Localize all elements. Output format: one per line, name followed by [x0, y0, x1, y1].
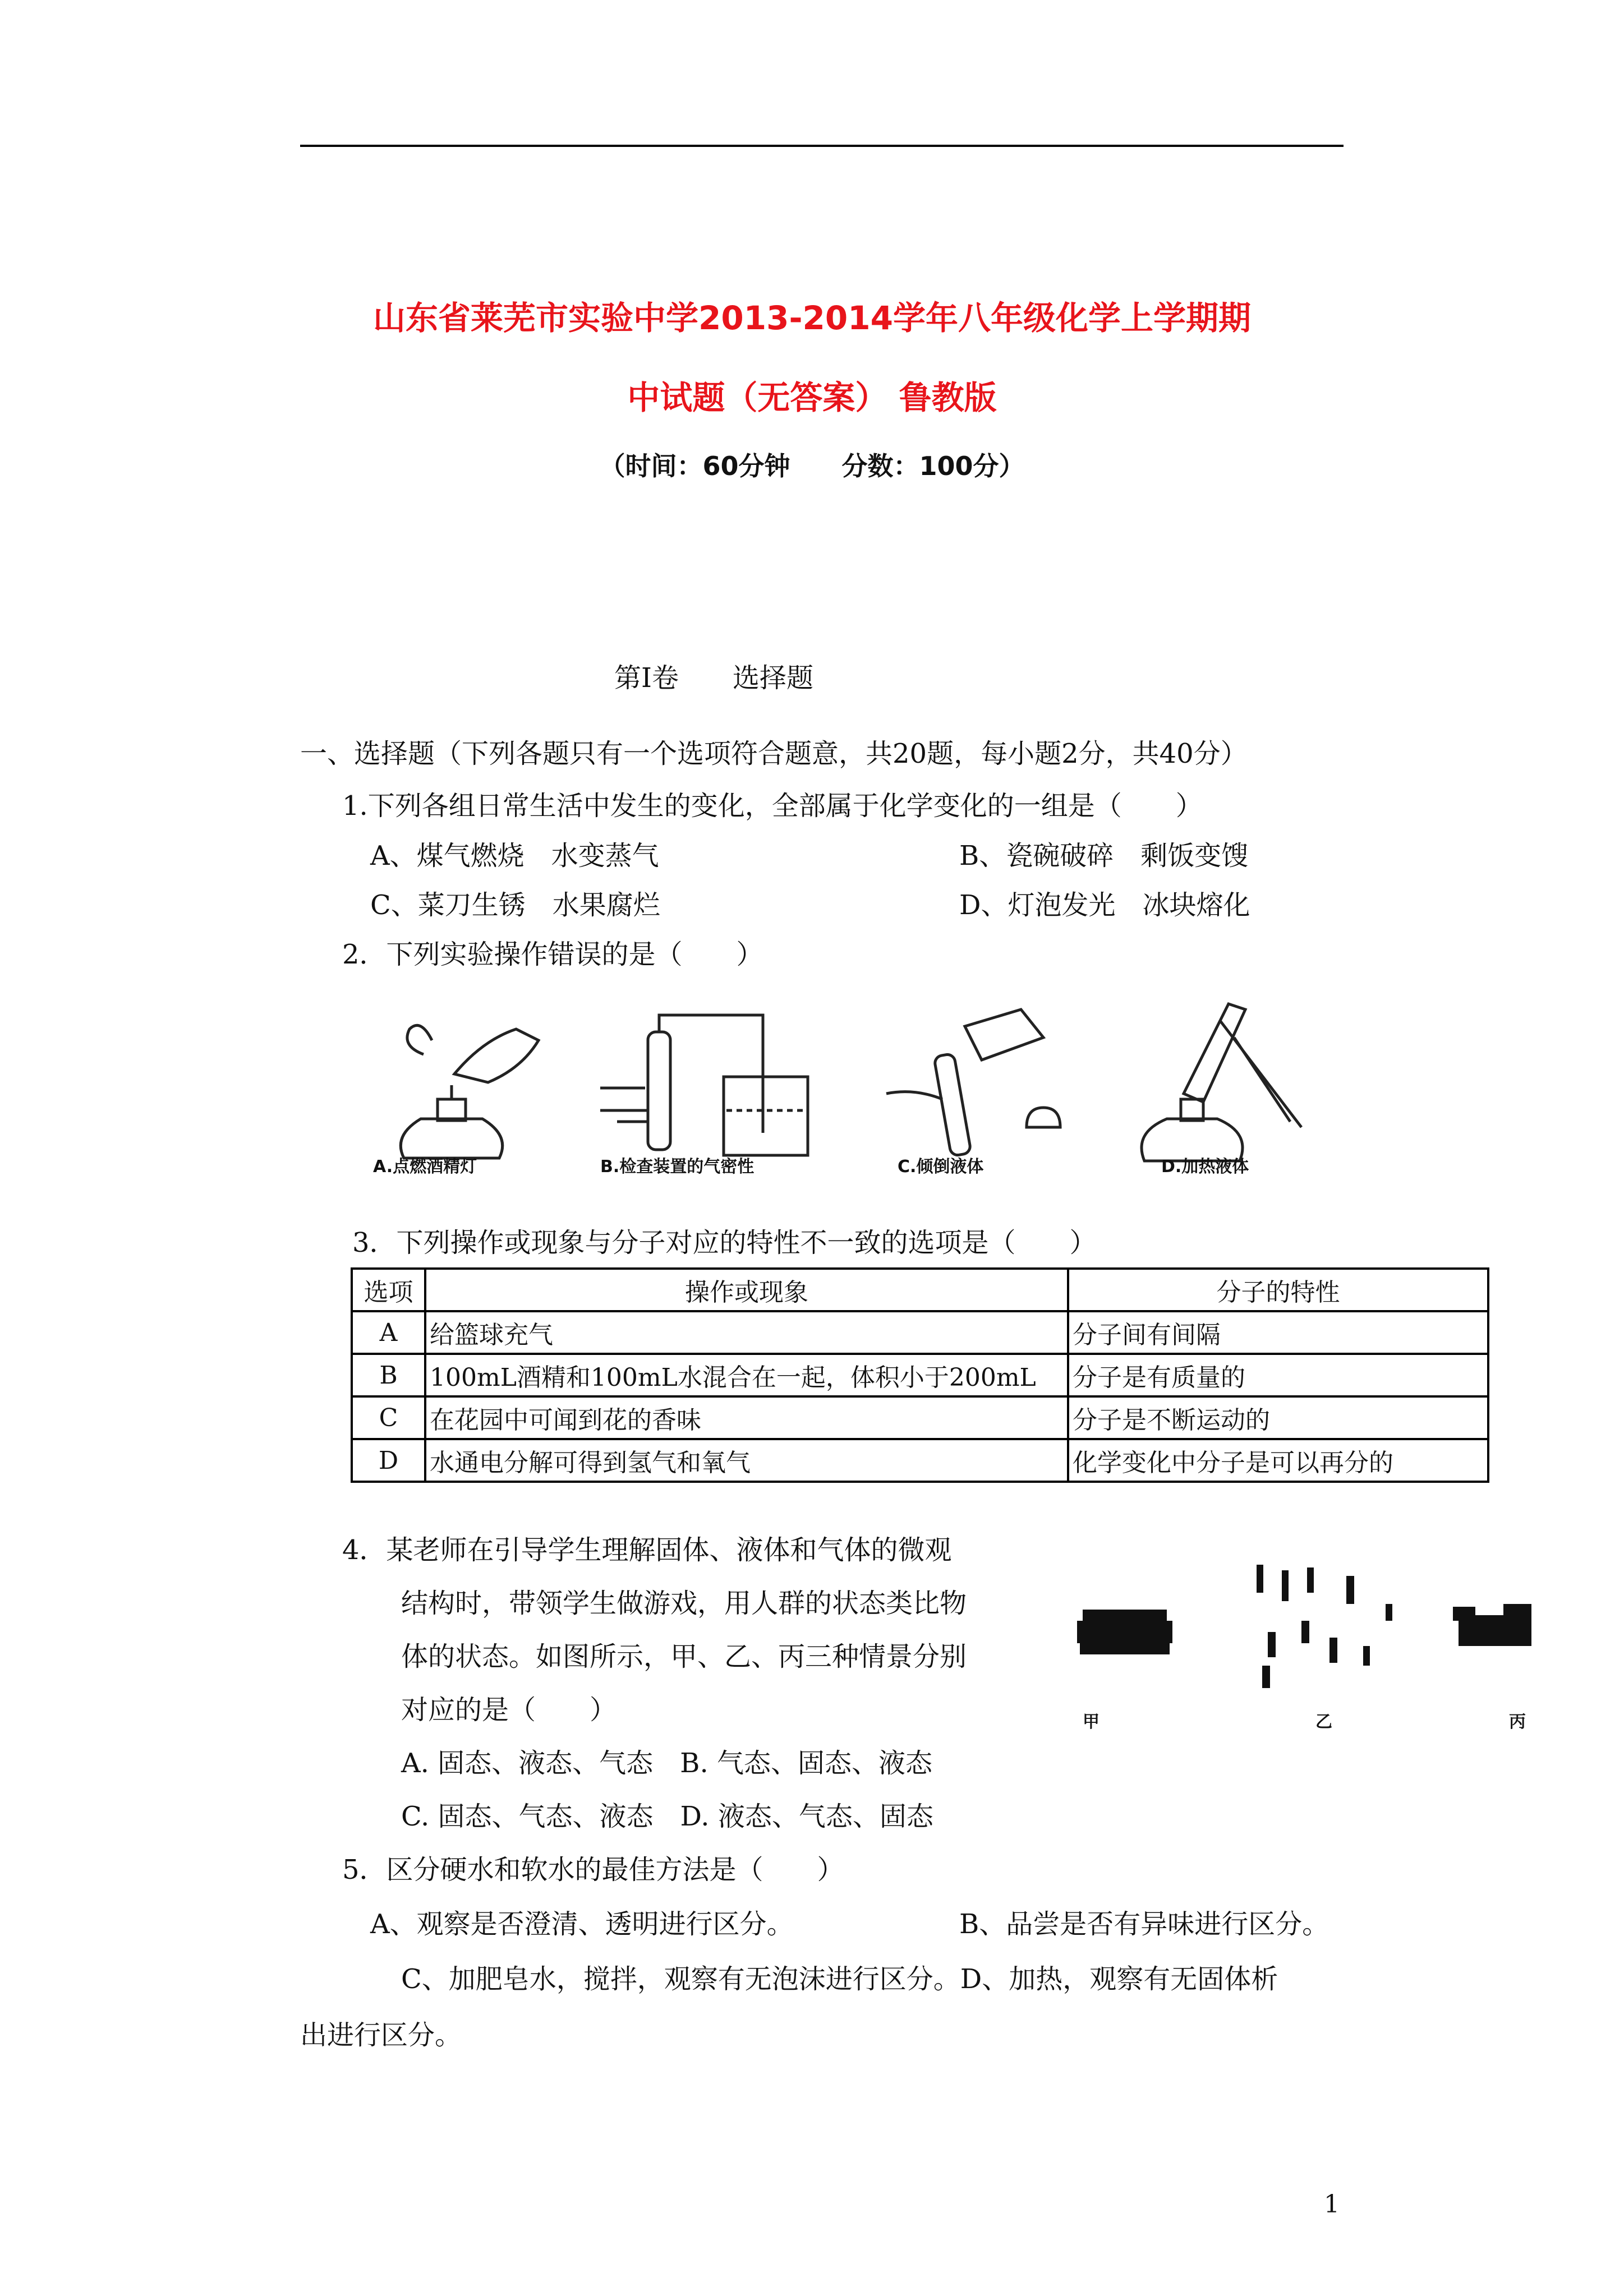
table-header-row	[352, 1269, 1488, 1311]
q2-caption-b: B.检查装置的气密性	[600, 1157, 755, 1177]
table-cell: 水通电分解可得到氢气和氧气	[425, 1439, 1068, 1482]
q4-line-3: 体的状态。如图所示，甲、乙、丙三种情景分别	[401, 1641, 967, 1672]
table-row	[352, 1439, 1488, 1482]
q2-caption-a: A.点燃酒精灯	[373, 1157, 477, 1177]
q3-table	[351, 1267, 1489, 1483]
q5-option-a: A、观察是否澄清、透明进行区分。	[370, 1908, 794, 1940]
table-header-cell: 分子的特性	[1068, 1269, 1488, 1311]
q5-option-cd-cont: 出进行区分。	[300, 2020, 462, 2051]
q3-stem: 3．下列操作或现象与分子对应的特性不一致的选项是（ ）	[352, 1227, 1097, 1258]
q1-option-c: C、菜刀生锈 水果腐烂	[370, 889, 660, 921]
q4-label-yi: 乙	[1315, 1712, 1332, 1732]
table-row	[352, 1396, 1488, 1439]
volume-title: 第Ⅰ卷 选择题	[614, 662, 813, 694]
airtightness-figure	[595, 1004, 830, 1172]
table-row	[352, 1354, 1488, 1396]
page-number: 1	[1324, 2190, 1340, 2219]
table-cell: 在花园中可闻到花的香味	[425, 1396, 1068, 1439]
table-cell: A	[352, 1311, 425, 1354]
q4-label-bing: 丙	[1509, 1712, 1526, 1732]
crowd-states-figure	[1066, 1553, 1548, 1722]
q4-options-ab: A. 固态、液态、气态 B. 气态、固态、液态	[401, 1748, 932, 1779]
q2-caption-c: C.倾倒液体	[898, 1157, 984, 1177]
heating-liquid-figure	[1122, 993, 1318, 1178]
lamp-lighting-figure	[370, 1007, 555, 1175]
q1-stem: 1.下列各组日常生活中发生的变化，全部属于化学变化的一组是（ ）	[342, 790, 1203, 822]
exam-info: （时间：60分钟 分数：100分）	[599, 451, 1025, 481]
table-row	[352, 1311, 1488, 1354]
title-line-1: 山东省莱芜市实验中学2013-2014学年八年级化学上学期期	[373, 299, 1251, 337]
table-header-cell: 选项	[352, 1269, 425, 1311]
q5-option-b: B、品尝是否有异味进行区分。	[959, 1908, 1329, 1940]
table-cell: C	[352, 1396, 425, 1439]
q4-line-4: 对应的是（ ）	[401, 1694, 617, 1726]
q5-option-cd: C、加肥皂水，搅拌，观察有无泡沫进行区分。D、加热，观察有无固体析	[401, 1963, 1278, 1995]
q2-caption-d: D.加热液体	[1161, 1157, 1249, 1177]
table-cell: B	[352, 1354, 425, 1396]
table-cell: 分子间有间隔	[1068, 1311, 1488, 1354]
pouring-liquid-figure	[875, 993, 1077, 1172]
section-header: 一、选择题（下列各题只有一个选项符合题意，共20题，每小题2分，共40分）	[300, 738, 1248, 769]
header-rule	[300, 145, 1344, 147]
q2-stem: 2．下列实验操作错误的是（ ）	[342, 939, 763, 970]
table-cell: 分子是不断运动的	[1068, 1396, 1488, 1439]
table-cell: 给篮球充气	[425, 1311, 1068, 1354]
table-cell: D	[352, 1439, 425, 1482]
q1-option-b: B、瓷碗破碎 剩饭变馊	[959, 840, 1249, 872]
q4-line-1: 4．某老师在引导学生理解固体、液体和气体的微观	[342, 1534, 952, 1566]
table-cell: 分子是有质量的	[1068, 1354, 1488, 1396]
q4-options-cd: C. 固态、气态、液态 D. 液态、气态、固态	[401, 1801, 933, 1832]
q1-option-d: D、灯泡发光 冰块熔化	[959, 889, 1250, 921]
q4-line-2: 结构时，带领学生做游戏，用人群的状态类比物	[401, 1588, 967, 1619]
table-header-cell: 操作或现象	[425, 1269, 1068, 1311]
table-cell: 化学变化中分子是可以再分的	[1068, 1439, 1488, 1482]
q4-label-jia: 甲	[1083, 1712, 1099, 1732]
table-cell: 100mL酒精和100mL水混合在一起，体积小于200mL	[425, 1354, 1068, 1396]
q1-option-a: A、煤气燃烧 水变蒸气	[370, 840, 659, 872]
title-line-2: 中试题（无答案） 鲁教版	[627, 379, 997, 417]
q5-stem: 5．区分硬水和软水的最佳方法是（ ）	[342, 1854, 844, 1885]
